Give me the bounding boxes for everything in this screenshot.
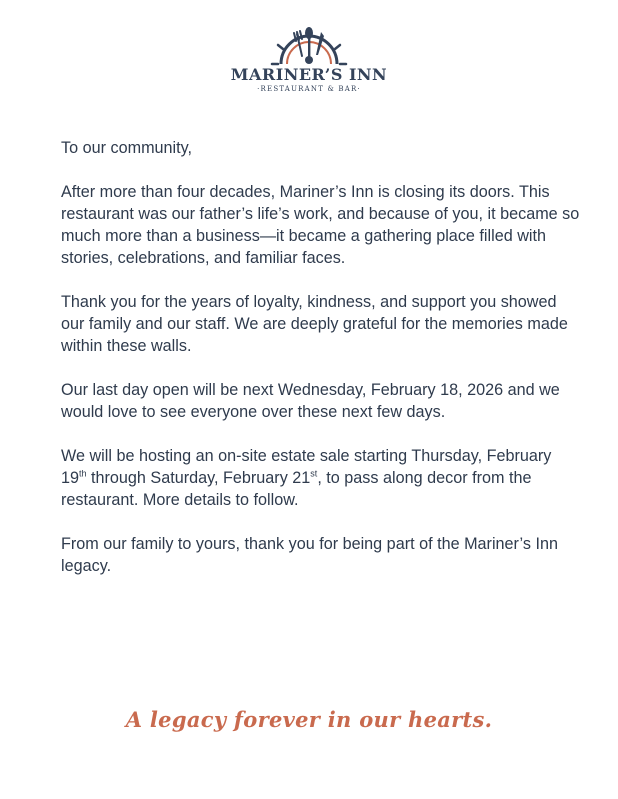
tagline: A legacy forever in our hearts.: [125, 707, 493, 732]
salutation: To our community,: [61, 139, 193, 157]
letter-body: [61, 137, 581, 599]
logo: [0, 24, 618, 104]
restaurant-name: MARINER’S INN: [230, 65, 388, 84]
paragraph-closing-announcement: After more than four decades, Mariner’s Inn is closing its doors. This restaurant was our father’s life’s work, and because of you, it became so much more than a business—it became a gathering place filled with stories, celebrations, and familiar faces.: [61, 183, 580, 267]
paragraph-thank-you: Thank you for the years of loyalty, kindness, and support you showed our family and our staff. We are deeply grateful for the memories made within these walls.: [61, 293, 568, 355]
estate-sale-text-a: We will be hosting an on-site estate sale starting Thursday, February 19: [61, 447, 552, 487]
paragraph-estate-sale: [61, 445, 581, 511]
ship-wheel-fork-spoon-logo-icon: [269, 24, 349, 66]
ordinal-suffix-st: st: [310, 468, 318, 479]
paragraph-farewell: From our family to yours, thank you for being part of the Mariner’s Inn legacy.: [61, 535, 558, 575]
restaurant-subtitle: ·RESTAURANT & BAR·: [257, 85, 361, 93]
estate-sale-text-b: through Saturday, February 21: [86, 469, 311, 487]
estate-sale-text-c: , to pass along decor from the restaurant. More details to follow.: [61, 469, 532, 509]
paragraph-last-day: Our last day open will be next Wednesday, February 18, 2026 and we would love to see everyone over these next few days.: [61, 381, 560, 421]
ordinal-suffix-th: th: [79, 468, 87, 479]
